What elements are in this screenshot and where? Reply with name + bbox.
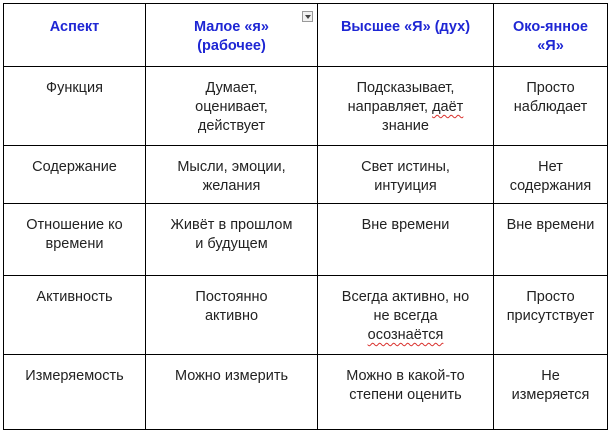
cell-eye-self[interactable] bbox=[494, 276, 608, 355]
cell-text: наблюдает bbox=[513, 99, 588, 115]
cell-text: Вне времени bbox=[506, 217, 595, 233]
cell-text: и будущем bbox=[195, 236, 268, 252]
table-row bbox=[4, 146, 608, 204]
header-cell-small-self[interactable] bbox=[146, 4, 318, 67]
cell-text: времени bbox=[45, 236, 104, 252]
cell-text: Содержание bbox=[32, 159, 117, 175]
cell-aspect[interactable] bbox=[4, 355, 146, 430]
cell-higher-self[interactable] bbox=[318, 67, 494, 146]
cell-text: Нет bbox=[538, 159, 563, 175]
cell-text: оценивает, bbox=[195, 99, 268, 115]
cell-text: Всегда активно, но bbox=[341, 289, 470, 305]
cell-small-self[interactable] bbox=[146, 204, 318, 276]
header-text: Малое «я» bbox=[194, 19, 269, 35]
cell-text: не всегда bbox=[373, 308, 438, 324]
spellcheck-flagged-word[interactable]: даёт bbox=[432, 99, 464, 115]
comparison-table bbox=[3, 3, 608, 430]
cell-small-self[interactable] bbox=[146, 276, 318, 355]
header-cell-eye-self[interactable] bbox=[494, 4, 608, 67]
cell-text: интуиция bbox=[374, 178, 437, 194]
cell-eye-self[interactable] bbox=[494, 204, 608, 276]
cell-text: Отношение ко bbox=[26, 217, 123, 233]
cell-text bbox=[324, 98, 487, 117]
cell-aspect[interactable] bbox=[4, 204, 146, 276]
cell-aspect[interactable] bbox=[4, 146, 146, 204]
cell-text: степени оценить bbox=[349, 387, 462, 403]
cell-higher-self[interactable] bbox=[318, 146, 494, 204]
cell-text: Просто bbox=[526, 80, 575, 96]
cell-eye-self[interactable] bbox=[494, 67, 608, 146]
cell-text: активно bbox=[204, 308, 259, 324]
dropdown-arrow-icon[interactable] bbox=[302, 11, 313, 22]
table-row bbox=[4, 204, 608, 276]
cell-eye-self[interactable] bbox=[494, 355, 608, 430]
cell-text: Свет истины, bbox=[361, 159, 450, 175]
cell-aspect[interactable] bbox=[4, 67, 146, 146]
cell-text: содержания bbox=[509, 178, 592, 194]
cell-text: Подсказывает, bbox=[356, 80, 455, 96]
cell-text: присутствует bbox=[506, 308, 595, 324]
cell-higher-self[interactable] bbox=[318, 355, 494, 430]
table-row bbox=[4, 276, 608, 355]
cell-text: Постоянно bbox=[195, 289, 268, 305]
cell-text: Можно в какой-то bbox=[346, 368, 465, 384]
cell-text: Живёт в прошлом bbox=[170, 217, 293, 233]
cell-text: Думает, bbox=[205, 80, 258, 96]
cell-small-self[interactable] bbox=[146, 355, 318, 430]
header-text: Око-янное bbox=[513, 19, 588, 35]
cell-higher-self[interactable] bbox=[318, 204, 494, 276]
cell-text: Активность bbox=[36, 289, 113, 305]
cell-text: измеряется bbox=[511, 387, 590, 403]
cell-text: Мысли, эмоции, bbox=[177, 159, 286, 175]
header-cell-higher-self[interactable] bbox=[318, 4, 494, 67]
table-row bbox=[4, 355, 608, 430]
cell-text: Просто bbox=[526, 289, 575, 305]
cell-text-part: направляет, bbox=[347, 99, 433, 115]
header-text: Высшее «Я» (дух) bbox=[340, 19, 471, 35]
header-row bbox=[4, 4, 608, 67]
cell-text: желания bbox=[202, 178, 261, 194]
header-text: (рабочее) bbox=[197, 38, 266, 54]
cell-aspect[interactable] bbox=[4, 276, 146, 355]
cell-eye-self[interactable] bbox=[494, 146, 608, 204]
spellcheck-flagged-word[interactable]: осознаётся bbox=[367, 327, 444, 343]
cell-text: Измеряемость bbox=[25, 368, 124, 384]
cell-higher-self[interactable] bbox=[318, 276, 494, 355]
cell-small-self[interactable] bbox=[146, 146, 318, 204]
cell-text: Вне времени bbox=[361, 217, 450, 233]
cell-text: Функция bbox=[46, 80, 103, 96]
header-cell-aspect[interactable] bbox=[4, 4, 146, 67]
header-text: «Я» bbox=[537, 38, 564, 54]
header-text: Аспект bbox=[49, 19, 100, 35]
cell-text: Не bbox=[541, 368, 560, 384]
cell-text: Можно измерить bbox=[174, 368, 289, 384]
cell-text: знание bbox=[382, 118, 429, 134]
cell-text bbox=[324, 326, 487, 345]
cell-small-self[interactable] bbox=[146, 67, 318, 146]
table-row bbox=[4, 67, 608, 146]
cell-text: действует bbox=[197, 118, 266, 134]
